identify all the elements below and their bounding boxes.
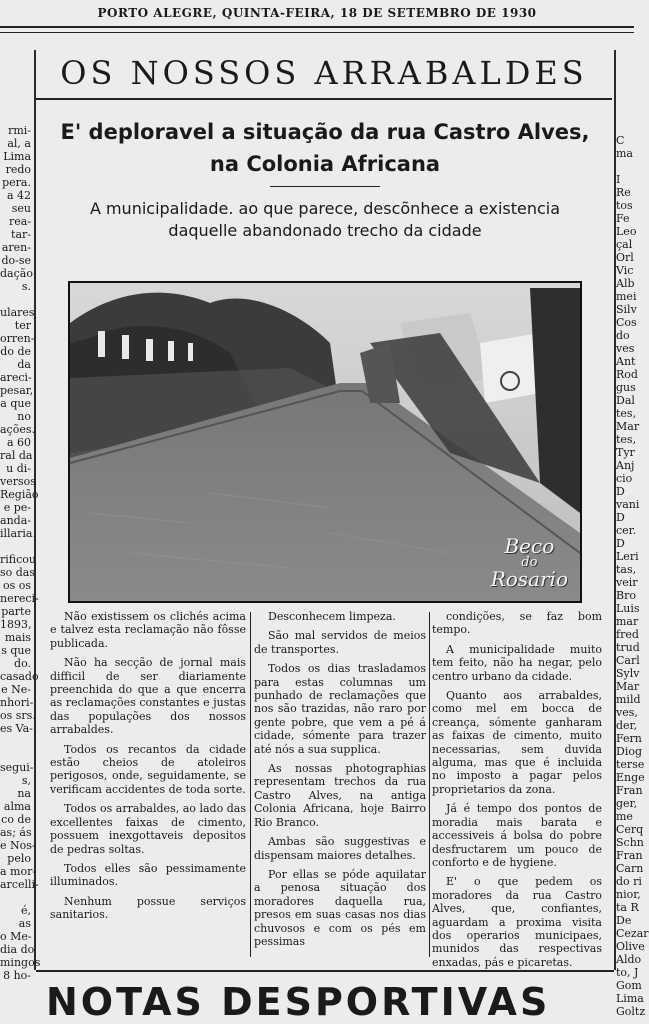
margin-fragment: e Nos-	[0, 839, 36, 852]
margin-fragment: tas,	[616, 563, 637, 576]
margin-fragment: Olive	[616, 940, 645, 953]
margin-fragment: Diog	[616, 745, 643, 758]
margin-fragment: Re	[616, 186, 631, 199]
col3-paragraph: E' o que pedem os moradores da rua Castro Alves, que, confiantes, aguardam a proxima visita dos operarios municipaes, munidos das respectivas enxadas, pás e picaretas.	[432, 875, 602, 969]
margin-fragment: da	[17, 358, 31, 371]
margin-fragment: Leri	[616, 550, 639, 563]
margin-fragment: nhori-	[0, 696, 34, 709]
margin-fragment: Cos	[616, 316, 637, 329]
margin-fragment: Orl	[616, 251, 634, 264]
section-rule	[36, 98, 612, 100]
margin-fragment: do	[616, 329, 630, 342]
margin-fragment: segui-	[0, 761, 34, 774]
running-head: PORTO ALEGRE, QUINTA-FEIRA, 18 DE SETEMBRO DE 1930	[97, 6, 537, 20]
margin-fragment: ves	[616, 342, 635, 355]
article-column-1	[50, 610, 246, 928]
margin-fragment	[0, 735, 31, 748]
margin-fragment: Lima	[3, 150, 31, 163]
margin-fragment: redo	[5, 163, 31, 176]
col2-paragraph: Por ellas se póde aquilatar a penosa situação dos moradores daquella rua, presos em suas casas nos dias chuvosos e com os pés em pessimas	[254, 867, 426, 948]
col2-paragraph: São mal servidos de meios de transportes.	[254, 629, 426, 656]
col1-paragraph: Todos elles são pessimamente illuminados.	[50, 861, 246, 889]
margin-fragment: illaria.	[0, 527, 36, 540]
photo-caption	[491, 536, 568, 589]
margin-fragment: cer.	[616, 524, 637, 537]
margin-fragment: Aldo	[616, 953, 642, 966]
margin-fragment: a 60	[6, 436, 31, 449]
margin-fragment: do ri	[616, 875, 642, 888]
section-title: OS NOSSOS ARRABALDES	[60, 54, 588, 92]
margin-fragment	[0, 293, 31, 306]
margin-fragment: ger,	[616, 797, 638, 810]
column-divider-2	[429, 612, 430, 957]
col3-paragraph: Já é tempo dos pontos de moradia mais barata e accessiveis á bolsa do pobre desfructarem um pouco de conforto e de hygiene.	[432, 802, 602, 869]
top-rule-thin	[0, 32, 634, 33]
margin-fragment: Fe	[616, 212, 630, 225]
margin-fragment: Luis	[616, 602, 640, 615]
right-margin-column	[616, 134, 649, 1024]
margin-fragment: dia do	[0, 943, 35, 956]
margin-fragment	[616, 160, 634, 173]
margin-fragment: Lima	[616, 992, 644, 1005]
footer-headline: NOTAS DESPORTIVAS	[46, 980, 551, 1024]
margin-fragment: co de	[1, 813, 31, 826]
margin-fragment: Dal	[616, 394, 635, 407]
margin-fragment: Carl	[616, 654, 640, 667]
col1-paragraph: Não existissem os clichés acima e talvez esta reclamação não fôsse publicada.	[50, 610, 246, 650]
margin-fragment: ulares	[0, 306, 35, 319]
margin-fragment: a que	[0, 397, 31, 410]
col2-paragraph: Todos os dias trasladamos para estas columnas um punhado de reclamações que nos são trazidas, não raro por gente pobre, que vem a pé á cidade, sómente para trazer até nós a sua supplica.	[254, 662, 426, 756]
headline-rule	[270, 186, 380, 187]
margin-fragment: ves,	[616, 706, 638, 719]
margin-fragment: nior,	[616, 888, 641, 901]
margin-fragment: gus	[616, 381, 636, 394]
margin-fragment: vani	[616, 498, 640, 511]
margin-fragment: Ant	[616, 355, 636, 368]
margin-fragment: De	[616, 914, 632, 927]
margin-fragment: nereci-	[0, 592, 39, 605]
margin-fragment: Tyr	[616, 446, 635, 459]
margin-fragment: pelo	[7, 852, 31, 865]
margin-fragment: casado	[0, 670, 39, 683]
street-photo	[68, 281, 582, 603]
margin-fragment: areci-	[0, 371, 32, 384]
margin-fragment: mar	[616, 615, 639, 628]
margin-fragment: mei	[616, 290, 637, 303]
headline-line-1: E' deploravel a situação da rua Castro Alves,	[60, 120, 590, 144]
col1-paragraph: Todos os arrabaldes, ao lado das excellentes faixas de cimento, possuem inexgottaveis depositos de pedras soltas.	[50, 802, 246, 856]
margin-fragment: D	[616, 537, 625, 550]
margin-fragment: versos	[0, 475, 36, 488]
margin-fragment: Fran	[616, 784, 643, 797]
col2-paragraph: Desconhecem limpeza.	[268, 610, 396, 623]
col1-paragraph: Nenhum possue serviços sanitarios.	[50, 894, 246, 922]
margin-fragment: Gom	[616, 979, 642, 992]
margin-fragment: a mor-	[0, 865, 37, 878]
margin-fragment: to, J	[616, 966, 639, 979]
margin-fragment: Cezar	[616, 927, 649, 940]
margin-fragment	[0, 891, 31, 904]
margin-fragment: os srs.	[0, 709, 36, 722]
margin-fragment: Enge	[616, 771, 645, 784]
margin-fragment: os os	[2, 579, 31, 592]
photo-caption-line-2: do	[521, 555, 538, 570]
margin-fragment: na	[17, 787, 31, 800]
margin-fragment: tar-	[11, 228, 31, 241]
margin-fragment: I	[616, 173, 621, 186]
margin-fragment: do de	[0, 345, 31, 358]
margin-fragment: é,	[20, 904, 31, 917]
margin-fragment: s.	[21, 280, 31, 293]
margin-fragment: Bro	[616, 589, 636, 602]
margin-fragment: fred	[616, 628, 639, 641]
margin-fragment: cio	[616, 472, 633, 485]
margin-fragment: Alb	[616, 277, 635, 290]
margin-fragment: orren-	[0, 332, 35, 345]
margin-fragment: seu	[11, 202, 31, 215]
column-divider-1	[250, 612, 251, 957]
margin-fragment	[0, 748, 31, 761]
margin-fragment: ações.	[0, 423, 35, 436]
margin-fragment: aren-	[1, 241, 31, 254]
col1-paragraph: Todos os recantos da cidade estão cheios de atoleiros perigosos, onde, seguidamente, se verificam accidentes de toda sorte.	[50, 742, 246, 796]
subheadline-line-2: daquelle abandonado trecho da cidade	[168, 221, 482, 240]
margin-fragment: e pe-	[3, 501, 31, 514]
margin-fragment: tos	[616, 199, 633, 212]
margin-fragment: trud	[616, 641, 640, 654]
margin-fragment: ral da	[0, 449, 33, 462]
margin-fragment: 1893,	[0, 618, 32, 631]
margin-fragment: anda-	[0, 514, 31, 527]
margin-fragment: Anj	[616, 459, 635, 472]
margin-fragment: Mar	[616, 680, 640, 693]
margin-fragment: terse	[616, 758, 645, 771]
margin-fragment: Fran	[616, 849, 643, 862]
margin-fragment: Rod	[616, 368, 638, 381]
margin-fragment: Região	[0, 488, 39, 501]
margin-fragment: o Me-	[0, 930, 32, 943]
margin-fragment: e Ne-	[1, 683, 31, 696]
margin-fragment: Schn	[616, 836, 644, 849]
margin-fragment: ter	[14, 319, 31, 332]
margin-fragment: pesar,	[0, 384, 34, 397]
margin-fragment: mingos	[0, 956, 41, 969]
margin-fragment: s,	[21, 774, 31, 787]
margin-fragment: no	[17, 410, 31, 423]
margin-fragment: s que	[1, 644, 31, 657]
margin-fragment: veir	[616, 576, 638, 589]
margin-fragment: so das	[0, 566, 36, 579]
left-margin-column	[0, 124, 41, 1024]
col1-paragraph: Não ha secção de jornal mais difficil de ser diariamente preenchida do que a que encerra as reclamações constantes e justas das populações dos nossos arrabaldes.	[50, 656, 246, 737]
margin-fragment: Goltz	[616, 1005, 646, 1018]
subheadline-line-1: A municipalidade. ao que parece, descõnhece a existencia	[89, 199, 561, 218]
top-rule	[0, 26, 634, 28]
margin-fragment: mild	[616, 693, 641, 706]
col3-paragraph: A municipalidade muito tem feito, não ha negar, pelo centro urbano da cidade.	[432, 642, 602, 683]
margin-fragment: C	[616, 134, 625, 147]
photo-caption-line-1: Beco	[504, 534, 555, 558]
margin-fragment: rmi-	[8, 124, 31, 137]
col2-paragraph: Ambas são suggestivas e dispensam maiores detalhes.	[254, 835, 426, 862]
bottom-rule	[36, 970, 614, 972]
margin-fragment: parte	[1, 605, 31, 618]
margin-fragment: Cerq	[616, 823, 644, 836]
headline-line-2: na Colonia Africana	[209, 152, 441, 176]
article-column-3	[432, 610, 602, 975]
col2-paragraph: As nossas photographias representam trechos da rua Castro Alves, na antiga Colonia Africana, hoje Bairro Rio Branco.	[254, 762, 426, 829]
margin-fragment: do.	[14, 657, 31, 670]
margin-fragment: alma	[3, 800, 31, 813]
margin-fragment: ta R	[616, 901, 639, 914]
margin-fragment: rea-	[8, 215, 31, 228]
photo-caption-line-3: Rosario	[490, 567, 568, 591]
article-column-2	[254, 610, 426, 954]
col3-paragraph: Quanto aos arrabaldes, como mel em bocca de creança, sómente ganharam as faixas de cimento, muito necessarias, sem duvida alguma, mas que é incluida no imposto a pagar pelos proprietarios da zona.	[432, 689, 602, 796]
margin-fragment: çal	[616, 238, 633, 251]
margin-fragment: es Va-	[0, 722, 33, 735]
margin-fragment: Leo	[616, 225, 637, 238]
margin-fragment: Sylv	[616, 667, 640, 680]
margin-fragment: Mar	[616, 420, 640, 433]
margin-fragment: tes,	[616, 407, 637, 420]
margin-fragment: rificou	[0, 553, 36, 566]
margin-fragment: der,	[616, 719, 638, 732]
margin-fragment	[0, 540, 31, 553]
margin-fragment: u di-	[6, 462, 31, 475]
margin-fragment: 8 ho-	[3, 969, 31, 982]
margin-fragment: pera.	[2, 176, 31, 189]
margin-fragment: D	[616, 511, 625, 524]
margin-fragment: dação	[0, 267, 33, 280]
margin-fragment: as	[18, 917, 31, 930]
margin-fragment: ma	[616, 147, 633, 160]
col3-paragraph: condições, se faz bom tempo.	[432, 610, 602, 637]
margin-fragment: Fern	[616, 732, 642, 745]
margin-fragment: mais	[4, 631, 31, 644]
margin-fragment: D	[616, 485, 625, 498]
margin-fragment: do-se	[1, 254, 31, 267]
margin-fragment: as; ás	[0, 826, 32, 839]
margin-fragment: arcelli-	[0, 878, 39, 891]
margin-fragment: Carn	[616, 862, 644, 875]
margin-fragment: a 42	[6, 189, 31, 202]
margin-fragment: tes,	[616, 433, 637, 446]
margin-fragment: Silv	[616, 303, 637, 316]
margin-fragment: Vic	[616, 264, 634, 277]
margin-fragment: al, a	[7, 137, 31, 150]
margin-fragment: me	[616, 810, 633, 823]
